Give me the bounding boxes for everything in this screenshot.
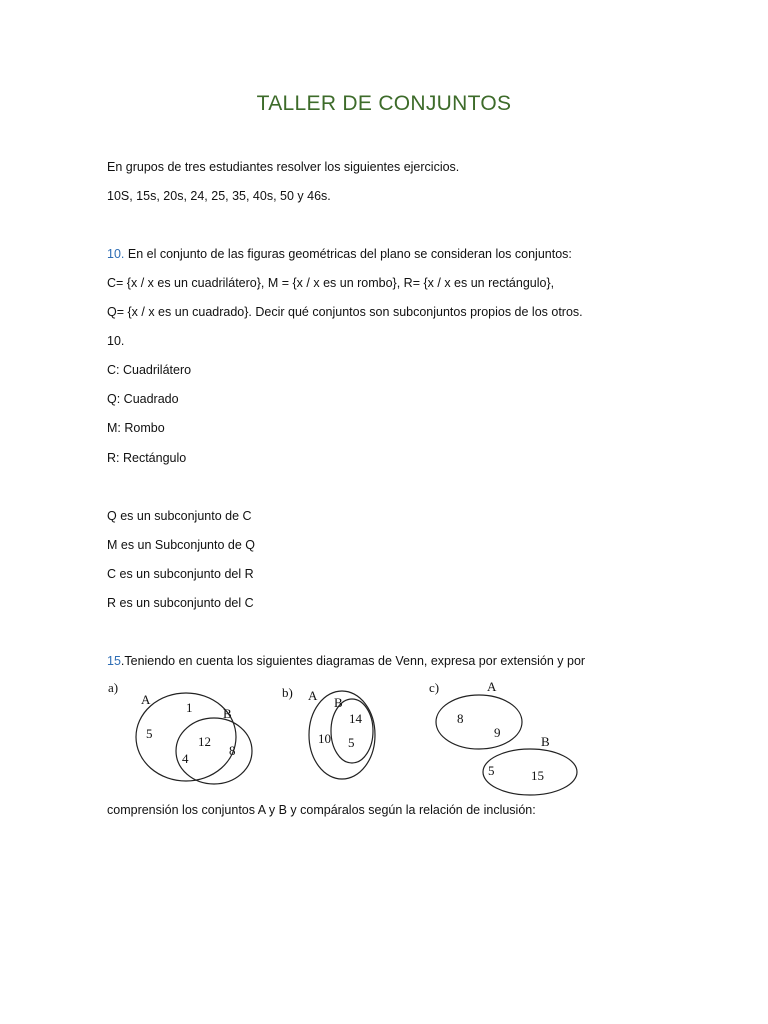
definition-item: Q: Cuadrado (107, 392, 179, 406)
venn-b-value: 5 (348, 735, 355, 750)
exercise-15-statement (107, 653, 585, 669)
venn-b-value: 10 (318, 731, 331, 746)
venn-c-set-b-ellipse (483, 749, 577, 795)
exercise-10-number: 10. (107, 247, 125, 261)
venn-b-label: b) (282, 685, 293, 700)
relation-item: R es un subconjunto del C (107, 596, 254, 610)
definition-item: M: Rombo (107, 421, 165, 435)
venn-a-value: 4 (182, 751, 189, 766)
exercise-10-sets-line: C= {x / x es un cuadrilátero}, M = {x / x es un rombo}, R= {x / x es un rectángulo}, (107, 276, 555, 290)
definition-item: C: Cuadrilátero (107, 363, 192, 377)
venn-diagrams (0, 675, 768, 805)
intro-line: En grupos de tres estudiantes resolver los siguientes ejercicios. (107, 160, 460, 174)
exercise-10-statement (107, 246, 572, 262)
exercise-15-continuation: comprensión los conjuntos A y B y compáralos según la relación de inclusión: (107, 803, 536, 817)
venn-a-value: 8 (229, 743, 236, 758)
relation-item: C es un subconjunto del R (107, 567, 254, 581)
relation-item: M es un Subconjunto de Q (107, 538, 256, 552)
venn-c-set-a-ellipse (436, 695, 522, 749)
venn-c-value: 8 (457, 711, 464, 726)
venn-a-set-a-label: A (141, 692, 151, 707)
exercise-10-question-line: Q= {x / x es un cuadrado}. Decir qué conjuntos son subconjuntos propios de los otros. (107, 305, 583, 319)
venn-a-value: 1 (186, 700, 193, 715)
venn-c-value: 15 (531, 768, 544, 783)
exercise-15-number: 15 (107, 654, 121, 668)
assignment-line: 10S, 15s, 20s, 24, 25, 35, 40s, 50 y 46s. (107, 189, 331, 203)
venn-b-set-b-label: B (334, 695, 343, 710)
exercise-15-text: .Teniendo en cuenta los siguientes diagramas de Venn, expresa por extensión y por (120, 654, 586, 668)
exercise-10-text: En el conjunto de las figuras geométricas del plano se consideran los conjuntos: (124, 247, 572, 261)
venn-c-set-b-label: B (541, 734, 550, 749)
relation-item: Q es un subconjunto de C (107, 509, 252, 523)
venn-c-set-a-label: A (487, 679, 497, 694)
page-title: TALLER DE CONJUNTOS (256, 92, 512, 115)
venn-c-label: c) (429, 680, 440, 695)
definition-item: R: Rectángulo (107, 451, 187, 465)
venn-b-set-a-label: A (308, 688, 318, 703)
venn-c-value: 9 (494, 725, 501, 740)
venn-a-label: a) (108, 680, 119, 695)
answer-number: 10. (107, 334, 125, 348)
venn-a-set-b-label: B (223, 706, 232, 721)
venn-a-value: 12 (198, 734, 211, 749)
venn-c-value: 5 (488, 763, 495, 778)
venn-a-value: 5 (146, 726, 153, 741)
venn-b-value: 14 (349, 711, 362, 726)
